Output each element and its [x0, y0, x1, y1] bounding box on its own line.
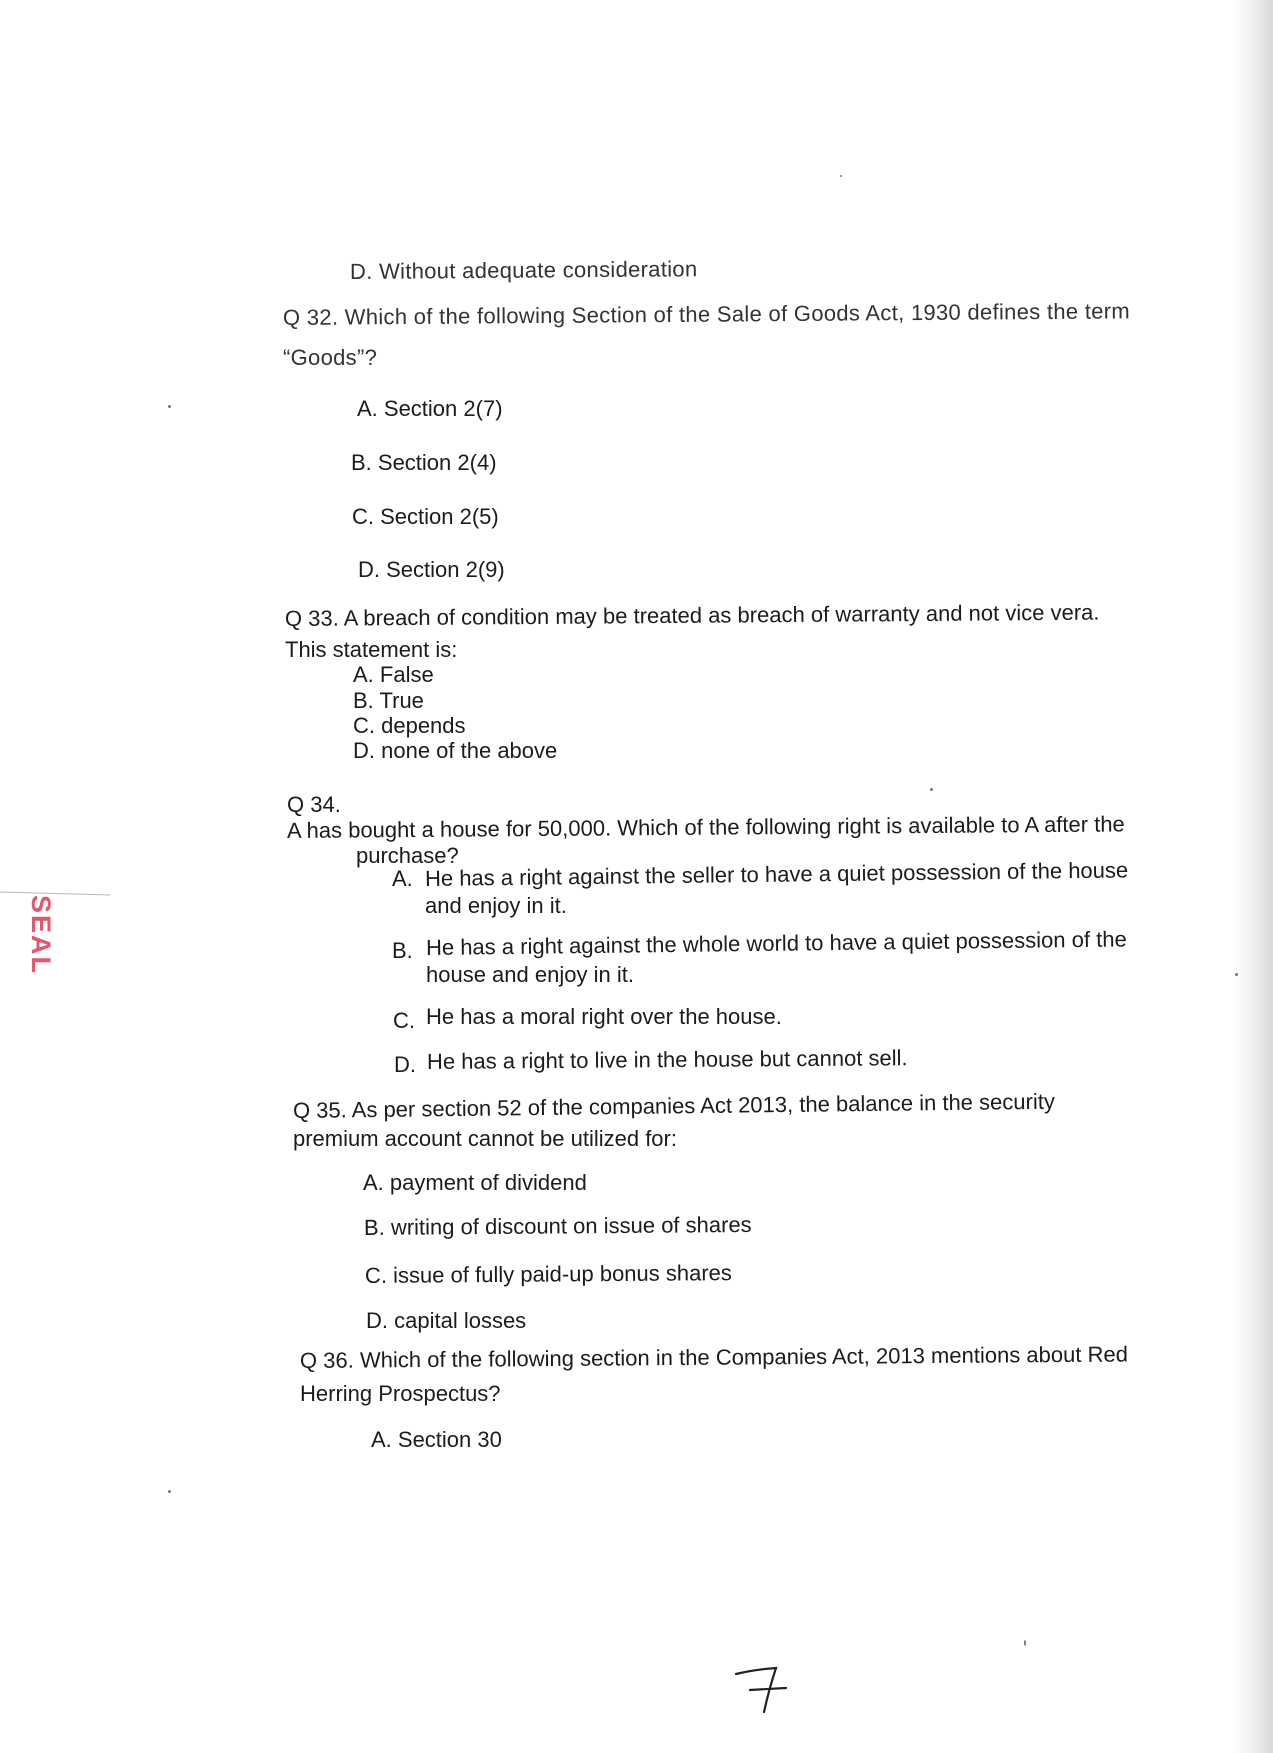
q35-option-b: B. writing of discount on issue of shares: [363, 1211, 752, 1240]
q32-option-a: A. Section 2(7): [357, 396, 503, 421]
q33-option-a: A. False: [353, 662, 434, 687]
seal-stamp: SEAL: [26, 895, 56, 976]
q34-option-c-letter: C.: [393, 1008, 415, 1033]
q33-stem-line2: This statement is:: [285, 637, 458, 662]
q32-stem-line2: “Goods”?: [283, 345, 378, 370]
q34-option-d-letter: D.: [394, 1052, 416, 1077]
q36-option-a: A. Section 30: [371, 1427, 502, 1452]
scan-shadow-edge: [1233, 0, 1273, 1753]
q33-stem-line1: Q 33. A breach of condition may be treated as breach of warranty and not vice vera.: [284, 599, 1100, 631]
prev-option-d: D. Without adequate consideration: [349, 256, 698, 284]
q35-stem-line2: premium account cannot be utilized for:: [293, 1126, 677, 1151]
q34-option-d-line1: He has a right to live in the house but cannot sell.: [426, 1045, 908, 1074]
q32-stem-line1: Q 32. Which of the following Section of the Sale of Goods Act, 1930 defines the term: [282, 298, 1131, 330]
q32-option-d: D. Section 2(9): [358, 557, 505, 582]
q33-option-c: C. depends: [353, 713, 466, 738]
q34-option-b-line2: house and enjoy in it.: [426, 962, 634, 987]
handwritten-page-number: [728, 1660, 798, 1720]
scan-speck: [1024, 1640, 1026, 1646]
q34-option-b-letter: B.: [392, 938, 413, 963]
q34-option-b-line1: He has a right against the whole world to have a quiet possession of the: [425, 926, 1127, 960]
scan-speck: [168, 1490, 171, 1493]
q34-option-a-line2: and enjoy in it.: [425, 893, 567, 918]
q33-option-b: B. True: [353, 688, 424, 713]
scan-speck: [840, 175, 842, 177]
q32-option-b: B. Section 2(4): [351, 450, 497, 475]
q34-stem-line1: A has bought a house for 50,000. Which of the following right is available to A after the: [286, 811, 1125, 843]
q35-option-c: C. issue of fully paid-up bonus shares: [364, 1260, 732, 1288]
q36-stem-line1: Q 36. Which of the following section in the Companies Act, 2013 mentions about Red: [299, 1341, 1128, 1373]
q35-option-d: D. capital losses: [366, 1308, 527, 1333]
q34-number: Q 34.: [287, 792, 341, 817]
scan-speck: [1235, 973, 1238, 976]
q34-stem-line2: purchase?: [356, 843, 459, 868]
q35-option-a: A. payment of dividend: [363, 1170, 587, 1195]
q36-stem-line2: Herring Prospectus?: [300, 1381, 501, 1406]
scan-speck: [930, 788, 933, 791]
scan-speck: [168, 405, 171, 408]
q35-stem-line1: Q 35. As per section 52 of the companies Act 2013, the balance in the security: [292, 1088, 1056, 1123]
q34-option-a-letter: A.: [392, 866, 413, 891]
q33-option-d: D. none of the above: [353, 738, 558, 763]
q32-option-c: C. Section 2(5): [352, 504, 499, 529]
q34-option-c-line1: He has a moral right over the house.: [426, 1004, 782, 1029]
q34-option-a-line1: He has a right against the seller to have a quiet possession of the house: [424, 857, 1129, 891]
